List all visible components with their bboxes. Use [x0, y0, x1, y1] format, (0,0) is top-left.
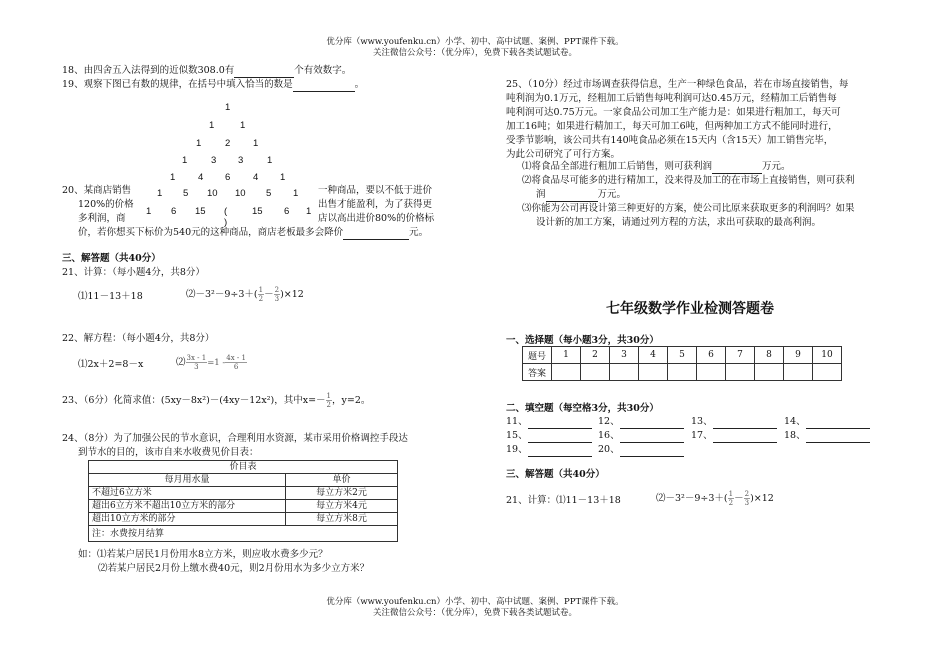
triangle-number: 1	[209, 120, 215, 131]
triangle-number: 1	[225, 102, 231, 113]
question-20-line-1a: 20、某商店销售	[62, 185, 132, 196]
triangle-number: 1	[253, 138, 259, 149]
footer-line-2: 关注微信公众号：（优分库），免费下载各类试题试卷。	[372, 608, 577, 618]
price-table-header-usage: 每月用水量	[89, 474, 286, 487]
triangle-number: 3	[211, 155, 217, 166]
fill-blank-item: 12、	[598, 415, 684, 429]
answer-cell[interactable]	[755, 364, 784, 381]
fraction: $\frac{2}{3}$	[744, 490, 750, 507]
section-1-heading: 一、选择题（每小题3分，共30分）	[506, 335, 659, 346]
answer-blank[interactable]	[620, 446, 684, 457]
triangle-number: 1	[293, 188, 299, 199]
fraction: $\frac{3x - 1}{3}$	[186, 354, 207, 371]
triangle-number: 1	[196, 138, 202, 149]
triangle-number: 2	[225, 138, 231, 149]
answer-cell[interactable]	[697, 364, 726, 381]
triangle-number: 15	[252, 206, 263, 217]
answer-blank[interactable]	[546, 191, 598, 202]
question-23: 23、（6分）化简求值：(5xy－8x²)－(4xy－12x²)，其中x=－ $\frac{1}{2}$ ，y=2。	[62, 392, 371, 409]
fill-blank-item: 16、	[598, 429, 684, 443]
question-25-line-6: 为此公司研究了可行方案。	[506, 149, 621, 160]
answer-cell[interactable]	[668, 364, 697, 381]
question-number: 1	[552, 347, 581, 364]
answer-cell[interactable]	[784, 364, 813, 381]
usage-cell: 超出10立方米的部分	[89, 513, 286, 526]
triangle-number: ( )	[224, 206, 228, 228]
triangle-number: 1	[306, 206, 312, 217]
triangle-number: 10	[207, 188, 218, 199]
price-table	[88, 460, 398, 542]
question-24-line-2: 到节水的目的，该市自来水收费见价目表：	[78, 447, 259, 458]
fraction: $\frac{1}{2}$	[258, 286, 264, 303]
question-20-line-2b: 出售才能盈利，为了获得更	[318, 199, 433, 210]
question-number: 7	[726, 347, 755, 364]
question-19: 19、观察下图已有数的规律，在括号中填入恰当的数是 。	[62, 79, 365, 90]
fill-blank-item: 19、	[506, 443, 592, 457]
fraction: $\frac{1}{2}$	[326, 392, 331, 409]
header-line-1: 优分库（www.youfenku.cn）小学、初中、高中试题、案例、PPT课件下载。	[326, 37, 624, 47]
fill-blank-item: 13、	[691, 415, 777, 429]
fraction: $\frac{4x - 1}{6}$	[226, 354, 246, 371]
triangle-number: 4	[198, 172, 204, 183]
triangle-number: 5	[266, 188, 272, 199]
price-cell: 每立方米4元	[286, 500, 398, 513]
question-25-sub-3a: ⑶你能为公司再设计第三种更好的方案，使公司比原来获取更多的利润吗？如果	[522, 203, 855, 214]
triangle-number: 1	[170, 172, 176, 183]
question-25-sub-2b: 润 万元。	[536, 189, 627, 200]
answer-blank[interactable]	[234, 67, 294, 78]
question-number: 6	[697, 347, 726, 364]
fraction: $\frac{2}{3}$	[274, 286, 280, 303]
question-24-sub-2: ⑵若某户居民2月份上缴水费40元，则2月份用水为多少立方米？	[98, 563, 370, 574]
question-18: 18、由四舍五入法得到的近似数308.0有 个有效数字。	[62, 65, 352, 76]
answer-blank[interactable]	[806, 432, 870, 443]
fill-blank-item: 15、	[506, 429, 592, 443]
answer-blank[interactable]	[528, 432, 592, 443]
triangle-number: 10	[235, 188, 246, 199]
question-24-sub-1: 如：⑴若某户居民1月份用水8立方米，则应收水费多少元？	[78, 549, 328, 560]
section-2-heading: 二、填空题（每空格3分，共30分）	[506, 403, 659, 414]
question-25-sub-1: ⑴将食品全部进行粗加工后销售，则可获利润 万元。	[522, 161, 791, 172]
answer-cell[interactable]	[610, 364, 639, 381]
triangle-number: 6	[225, 172, 231, 183]
question-20-line-2a: 120%的价格	[78, 199, 134, 210]
question-number: 3	[610, 347, 639, 364]
question-25-line-1: 25、（10分）经过市场调查获得信息，生产一种绿色食品，若在市场直接销售，每	[506, 79, 849, 90]
question-number: 8	[755, 347, 784, 364]
question-25-line-5: 受季节影响，该公司共有140吨食品必须在15天内（含15天）加工销售完毕，	[506, 135, 834, 146]
price-table-header-price: 单价	[286, 474, 398, 487]
triangle-number: 1	[267, 155, 273, 166]
question-20-line-3a: 多利润，商	[78, 213, 126, 224]
answer-21-part-2: ⑵－3²－9÷3＋( $\frac{1}{2}$ － $\frac{2}{3}$ )×12	[656, 490, 774, 507]
question-25-line-3: 吨利润可达0.75万元。一家食品公司加工生产能力是：如果进行粗加工，每天可	[506, 107, 841, 118]
fill-blank-item: 17、	[691, 429, 777, 443]
header-top	[275, 37, 675, 59]
question-20-line-4: 价，若你想买下标价为540元的这种商品，商店老板最多会降价 元。	[78, 227, 429, 238]
answer-cell[interactable]	[639, 364, 668, 381]
table-row	[89, 513, 398, 526]
question-24-line-1: 24、（8分）为了加强公民的节水意识，合理利用水资源，某市采用价格调控手段达	[62, 433, 408, 444]
triangle-number: 1	[157, 188, 163, 199]
answer-cell[interactable]	[726, 364, 755, 381]
answer-blank[interactable]	[343, 229, 409, 240]
question-20-line-3b: 店以高出进价80%的价格标	[318, 213, 435, 224]
fill-blank-item: 20、	[598, 443, 684, 457]
answer-blank[interactable]	[713, 432, 777, 443]
row-label-number: 题号	[523, 347, 552, 364]
question-25-sub-3b: 设计新的加工方案，请通过列方程的方法，求出可获取的最高利润。	[536, 217, 822, 228]
triangle-number: 1	[240, 120, 246, 131]
footer	[275, 597, 675, 619]
question-22-part-2: ⑵ $\frac{3x - 1}{3}$ =1 - $\frac{4x - 1}{6}$	[176, 354, 246, 371]
question-25-sub-2: ⑵将食品尽可能多的进行精加工，没来得及加工的在市场上直接销售，则可获利	[522, 175, 855, 186]
question-22: 22、解方程：（每小题4分，共8分）	[62, 333, 215, 344]
answer-sheet-title: 七年级数学作业检测答题卷	[606, 301, 774, 317]
fraction: $\frac{1}{2}$	[728, 490, 734, 507]
triangle-number: 1	[280, 172, 286, 183]
answer-blank[interactable]	[712, 163, 762, 174]
question-number: 9	[784, 347, 813, 364]
triangle-number: 15	[195, 206, 206, 217]
table-row	[89, 487, 398, 500]
answer-blank[interactable]	[293, 81, 355, 92]
header-line-2: 关注微信公众号：（优分库），免费下载各类试题试卷。	[372, 48, 577, 58]
fill-blank-item: 14、	[784, 415, 870, 429]
usage-cell: 不超过6立方米	[89, 487, 286, 500]
answer-blank[interactable]	[806, 418, 870, 429]
question-25-line-2: 吨利润为0.1万元，经粗加工后销售每吨利润可达0.45万元，经精加工后销售每	[506, 93, 837, 104]
price-table-note: 注：水费按月结算	[89, 526, 398, 542]
row-label-answer: 答案	[523, 364, 552, 381]
usage-cell: 超出6立方米不超出10立方米的部分	[89, 500, 286, 513]
price-table-title: 价目表	[89, 461, 398, 474]
section-3-answer-heading: 三、解答题（共40分）	[506, 469, 605, 480]
answer-blank[interactable]	[713, 418, 777, 429]
question-number: 2	[581, 347, 610, 364]
question-number: 4	[639, 347, 668, 364]
answer-blank[interactable]	[620, 432, 684, 443]
question-25-line-4: 加工16吨；如果进行精加工，每天可加工6吨，但两种加工方式不能同时进行，	[506, 121, 838, 132]
answer-cell[interactable]	[813, 364, 842, 381]
triangle-number: 5	[183, 188, 189, 199]
triangle-number: 6	[284, 206, 290, 217]
question-number: 5	[668, 347, 697, 364]
fill-blank-item: 11、	[506, 415, 592, 429]
answer-cell[interactable]	[552, 364, 581, 381]
price-cell: 每立方米2元	[286, 487, 398, 500]
question-21-part-2: ⑵－3²－9÷3＋( $\frac{1}{2}$ － $\frac{2}{3}$ )×12	[186, 286, 304, 303]
section-3-heading: 三、解答题（共40分）	[62, 253, 161, 264]
fill-blank-item: 18、	[784, 429, 870, 443]
triangle-number: 1	[182, 155, 188, 166]
answer-cell[interactable]	[581, 364, 610, 381]
table-row	[89, 500, 398, 513]
price-cell: 每立方米8元	[286, 513, 398, 526]
answer-blank[interactable]	[528, 418, 592, 429]
triangle-number: 1	[146, 206, 152, 217]
answer-blank[interactable]	[528, 446, 592, 457]
answer-21-part-1: 21、计算：⑴11－13＋18	[506, 495, 621, 506]
question-20-line-1b: 一种商品，要以不低于进价	[318, 185, 433, 196]
question-21: 21、计算：（每小题4分，共8分）	[62, 267, 205, 278]
question-22-part-1: ⑴2x＋2=8－x	[78, 359, 144, 370]
triangle-number: 6	[171, 206, 177, 217]
footer-line-1: 优分库（www.youfenku.cn）小学、初中、高中试题、案例、PPT课件下载。	[326, 597, 624, 607]
question-21-part-1: ⑴11－13＋18	[78, 291, 143, 302]
triangle-number: 3	[238, 155, 244, 166]
answer-grid	[522, 346, 842, 381]
answer-blank[interactable]	[620, 418, 684, 429]
triangle-number: 4	[253, 172, 259, 183]
question-number: 10	[813, 347, 842, 364]
